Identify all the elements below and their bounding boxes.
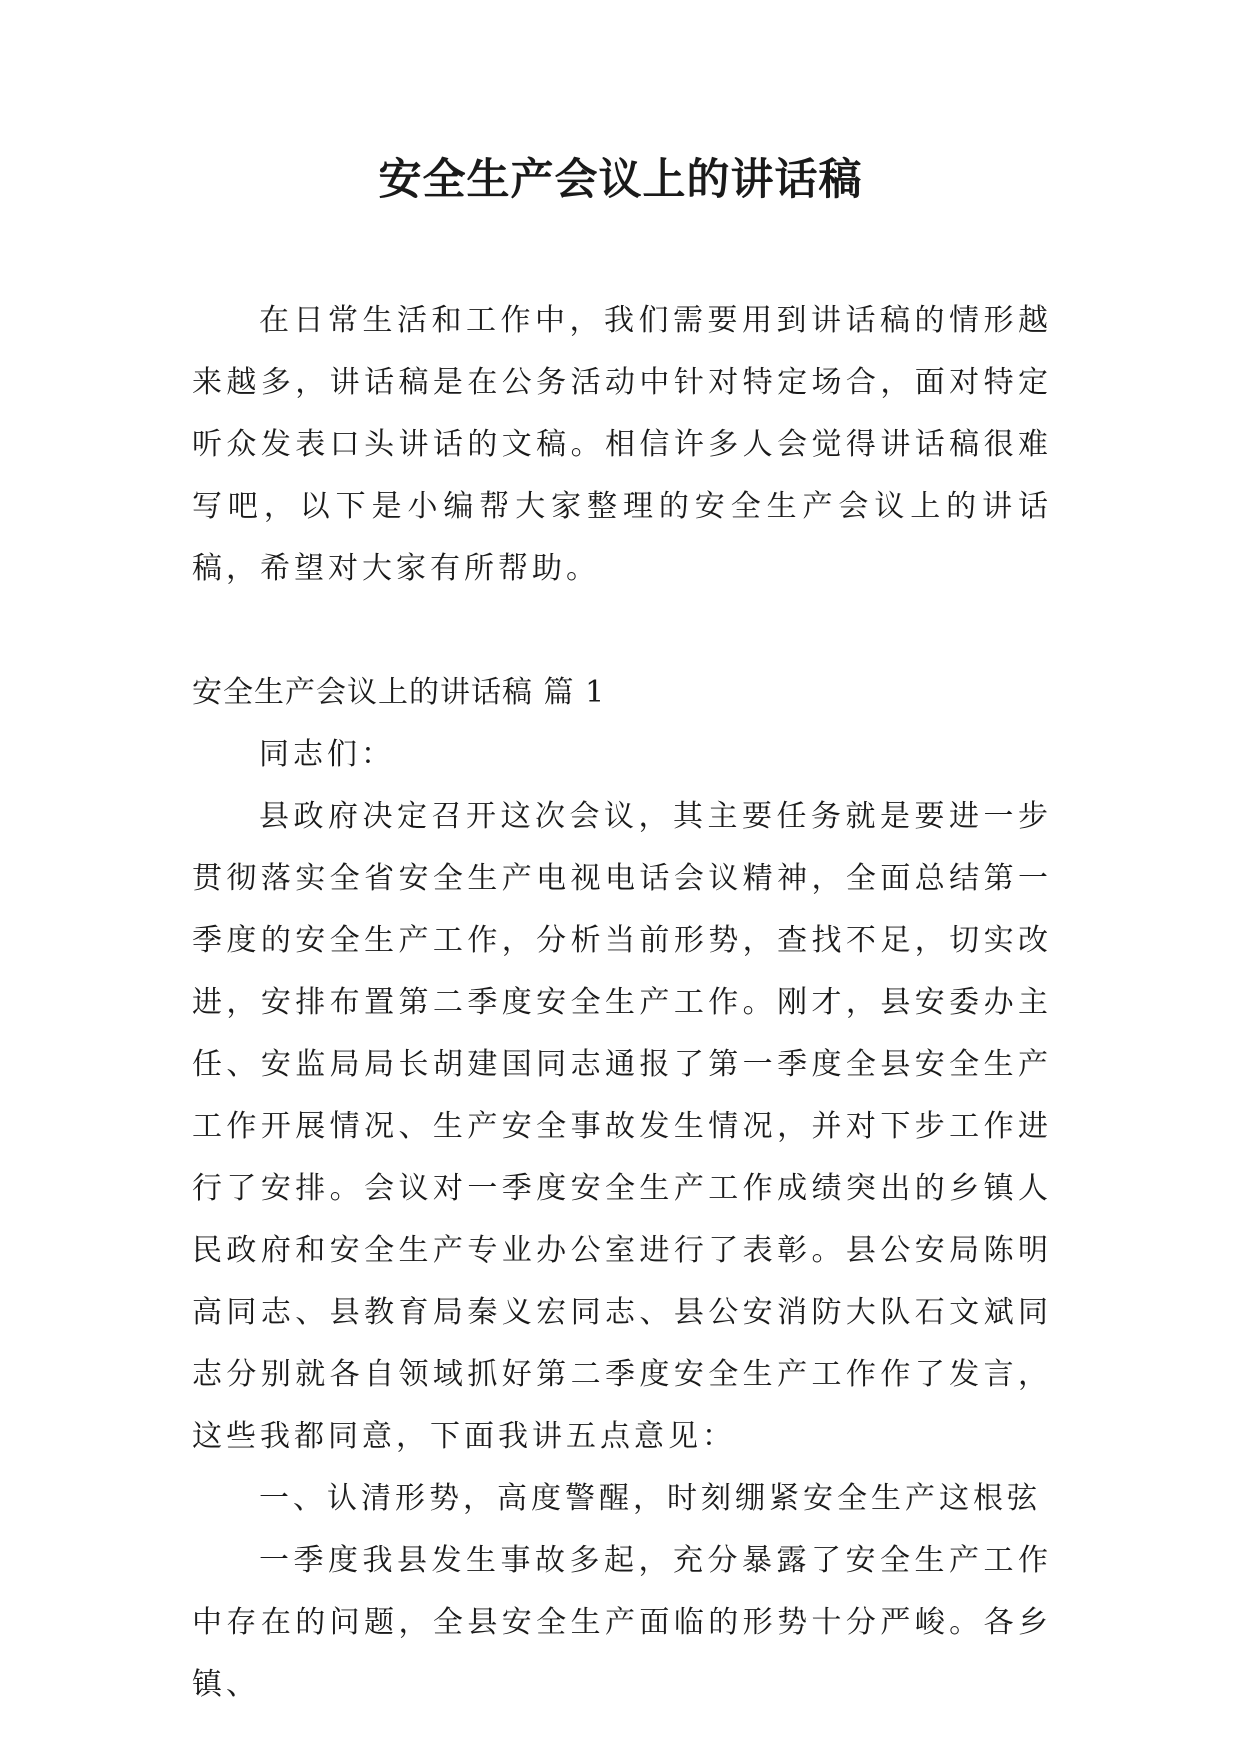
intro-paragraph: 在日常生活和工作中，我们需要用到讲话稿的情形越来越多，讲话稿是在公务活动中针对特定场合，面对特定听众发表口头讲话的文稿。相信许多人会觉得讲话稿很难写吧，以下是小编帮大家整理的安全生产会议上的讲话稿，希望对大家有所帮助。: [192, 303, 1052, 586]
document-title: 安全生产会议上的讲话稿: [378, 155, 863, 205]
body-paragraph: 县政府决定召开这次会议，其主要任务就是要进一步贯彻落实全省安全生产电视电话会议精神，全面总结第一季度的安全生产工作，分析当前形势，查找不足，切实改进，安排布置第二季度安全生产工作。刚才，县安委办主任、安监局局长胡建国同志通报了第一季度全县安全生产工作开展情况、生产安全事故发生情况，并对下步工作进行了安排。会议对一季度安全生产工作成绩突出的乡镇人民政府和安全生产专业办公室进行了表彰。县公安局陈明高同志、县教育局秦义宏同志、县公安消防大队石文斌同志分别就各自领域抓好第二季度安全生产工作作了发言，这些我都同意，下面我讲五点意见：: [192, 799, 1052, 1454]
subheading-paragraph: 一、认清形势，高度警醒，时刻绷紧安全生产这根弦: [259, 1481, 1041, 1516]
salutation: 同志们：: [259, 737, 395, 772]
body-paragraph: 一季度我县发生事故多起，充分暴露了安全生产工作中存在的问题，全县安全生产面临的形势十分严峻。各乡镇、: [192, 1543, 1052, 1702]
section-heading: 安全生产会议上的讲话稿 篇 1: [192, 675, 606, 710]
document-body: [192, 290, 1052, 1716]
